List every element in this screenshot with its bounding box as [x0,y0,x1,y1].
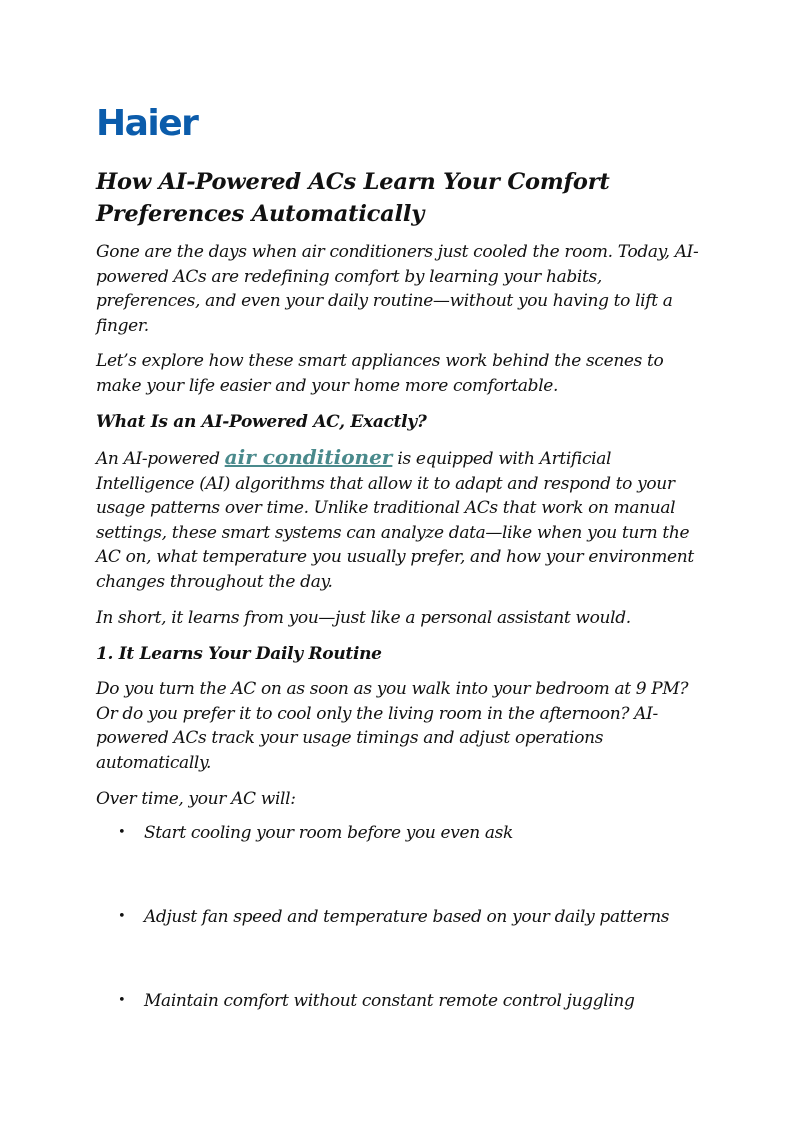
intro-paragraph-1: Gone are the days when air conditioners just cooled the room. Today, AI-powered ACs are redefining comfort by learning your habits, preferences, and even your daily routine—without you having to lift a finger. [96,242,699,336]
section-1-paragraph-1 [96,445,706,594]
list-item-text: Adjust fan speed and temperature based on your daily patterns [144,907,670,927]
list-item-text: Maintain comfort without constant remote control juggling [144,991,635,1011]
article-title: How AI-Powered ACs Learn Your Comfort Preferences Automatically [96,169,610,227]
section-1-paragraph-2: In short, it learns from you—just like a personal assistant would. [96,608,631,628]
list-item-text: Start cooling your room before you even ask [144,823,513,843]
paragraph-text-after-link: is equipped with Artificial Intelligence (AI) algorithms that allow it to adapt and respond to your usage patterns over time. Unlike traditional ACs that work on manual settings, these smart systems can analyze data—like when you turn the AC on, what temperature you usually prefer, and how your environment changes throughout the day. [96,449,694,592]
section-heading-what-is-ai-ac: What Is an AI-Powered AC, Exactly? [96,412,427,432]
section-2-paragraph-1: Do you turn the AC on as soon as you walk into your bedroom at 9 PM? Or do you prefer it to cool only the living room in the afternoon? AI-powered ACs track your usage timings and adjust operations automatically. [96,679,689,773]
section-heading-daily-routine: 1. It Learns Your Daily Routine [96,644,382,664]
bullet-icon: • [118,909,126,924]
section-2-paragraph-2: Over time, your AC will: [96,789,296,809]
bullet-icon: • [118,825,126,840]
haier-logo: Haier [96,103,198,144]
air-conditioner-link[interactable]: air conditioner [224,445,393,469]
paragraph-text-before-link: An AI-powered [96,449,225,469]
bullet-icon: • [118,993,126,1008]
intro-paragraph-2: Let’s explore how these smart appliances work behind the scenes to make your life easier and your home more comfortable. [96,351,664,396]
